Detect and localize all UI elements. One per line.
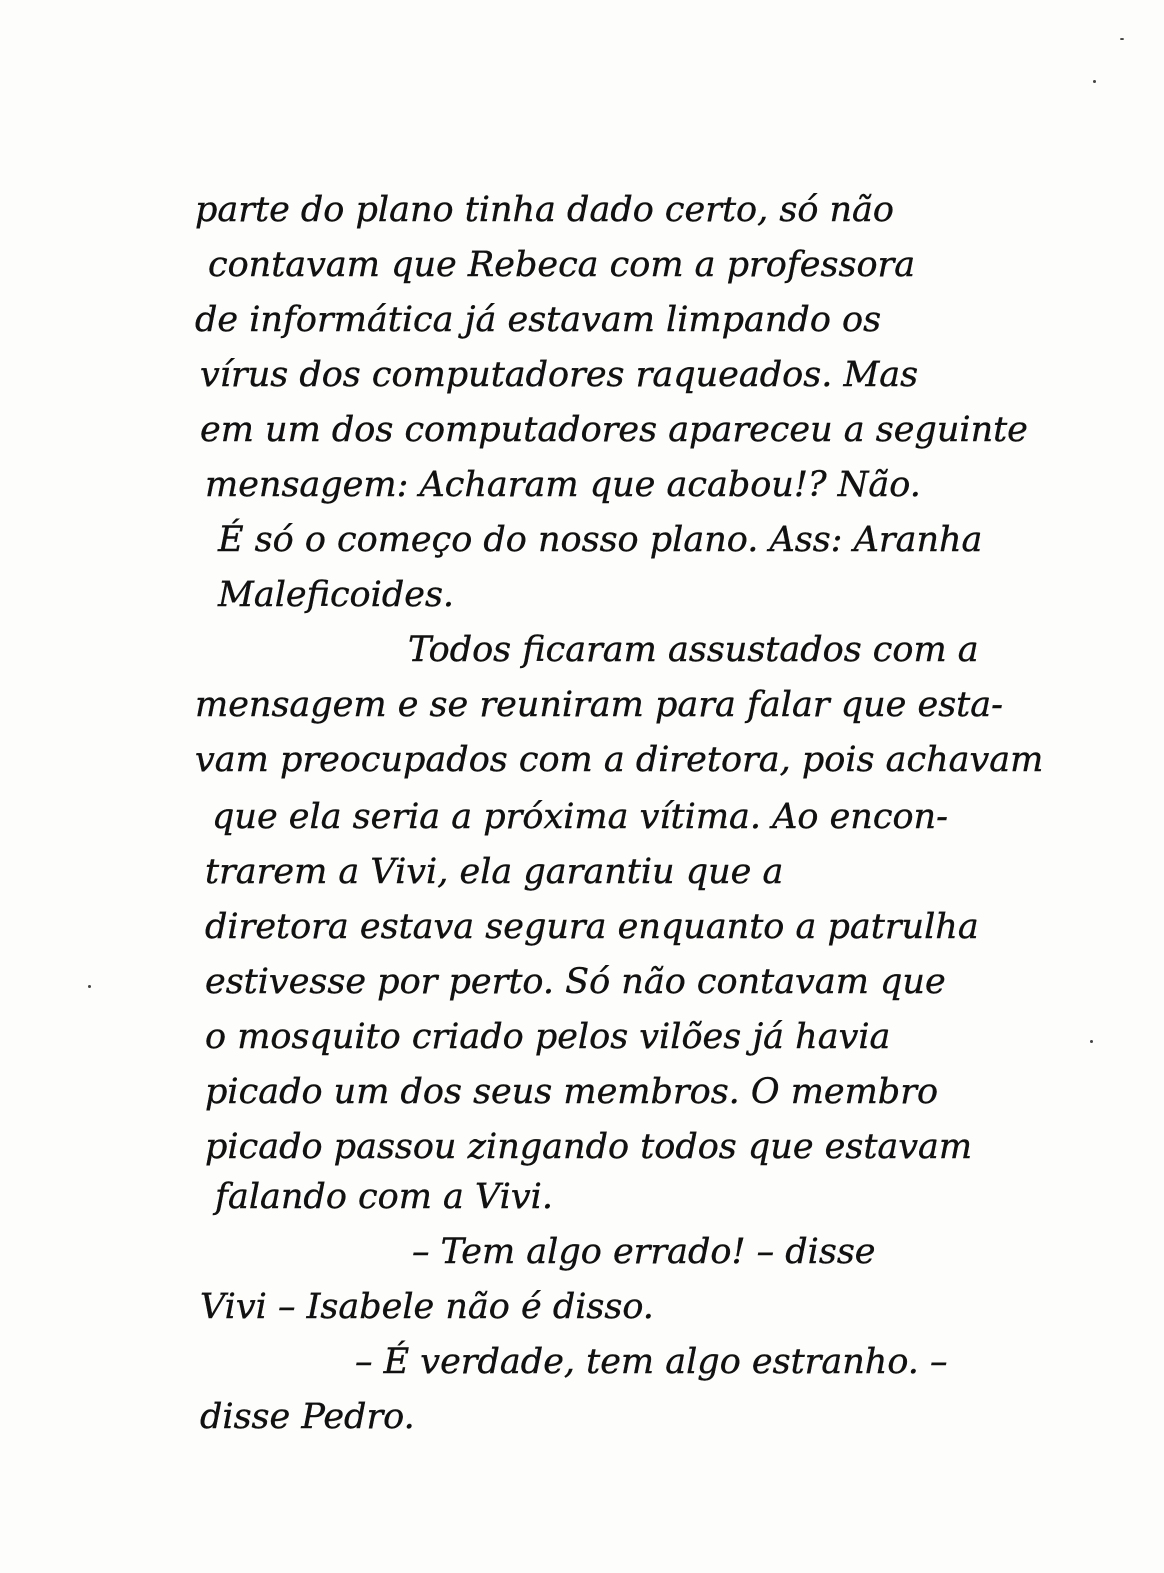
text-line: mensagem: Acharam que acabou!? Não. (205, 465, 921, 505)
text-line: parte do plano tinha dado certo, só não (195, 190, 894, 230)
text-line: o mosquito criado pelos vilões já havia (205, 1017, 891, 1057)
text-line: em um dos computadores apareceu a seguinte (200, 410, 1028, 450)
text-line: – Tem algo errado! – disse (412, 1232, 876, 1272)
text-line: que ela seria a próxima vítima. Ao encon- (212, 797, 948, 837)
text-line: vam preocupados com a diretora, pois achavam (195, 740, 1044, 780)
text-line: – É verdade, tem algo estranho. – (355, 1342, 948, 1382)
text-line: de informática já estavam limpando os (195, 300, 882, 340)
text-line: disse Pedro. (200, 1397, 415, 1437)
text-line: Maleficoides. (218, 575, 455, 615)
text-line: Vivi – Isabele não é disso. (200, 1287, 654, 1327)
text-line: picado passou zingando todos que estavam (205, 1127, 973, 1167)
text-line: Todos ficaram assustados com a (408, 630, 979, 670)
text-line: picado um dos seus membros. O membro (205, 1072, 939, 1112)
text-line: falando com a Vivi. (215, 1177, 553, 1217)
text-line: É só o começo do nosso plano. Ass: Aranha (218, 520, 983, 560)
text-line: trarem a Vivi, ela garantiu que a (205, 852, 784, 892)
text-line: mensagem e se reuniram para falar que esta- (195, 685, 1003, 725)
text-line: diretora estava segura enquanto a patrulha (205, 907, 979, 947)
text-line: vírus dos computadores raqueados. Mas (200, 355, 919, 395)
text-line: contavam que Rebeca com a professora (208, 245, 916, 285)
text-line: estivesse por perto. Só não contavam que (205, 962, 946, 1002)
